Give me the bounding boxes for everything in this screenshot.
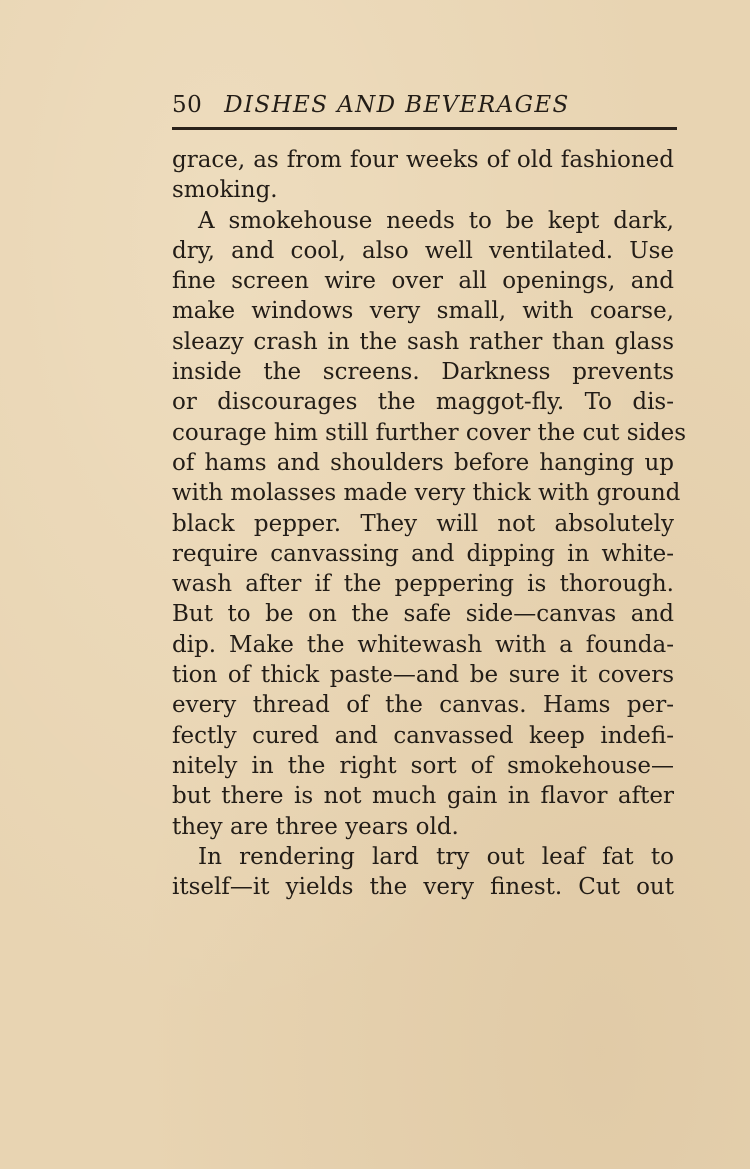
text-line: require canvassing and dipping in white- [172, 540, 674, 567]
header-rule [172, 127, 677, 130]
text-line: tion of thick paste—and be sure it covers [172, 662, 674, 689]
text-line: itself—it yields the very finest. Cut out [172, 874, 674, 901]
text-line: but there is not much gain in flavor after [172, 783, 674, 810]
text-line: nitely in the right sort of smokehouse— [172, 752, 674, 779]
text-line: dry, and cool, also well ventilated. Use [172, 237, 674, 264]
text-line: courage him still further cover the cut sides [172, 419, 687, 446]
text-line: dip. Make the whitewash with a founda- [172, 631, 674, 658]
text-line: of hams and shoulders before hanging up [172, 449, 674, 476]
running-head [172, 92, 677, 122]
text-line: every thread of the canvas. Hams per- [172, 692, 674, 719]
text-line: fine screen wire over all openings, and [172, 268, 674, 295]
text-line: smoking. [172, 177, 278, 204]
text-line: black pepper. They will not absolutely [172, 510, 674, 537]
page-number: 50 [172, 92, 203, 118]
text-line: fectly cured and canvassed keep indefi- [172, 722, 674, 749]
text-line: But to be on the safe side—canvas and [172, 601, 674, 628]
text-line: with molasses made very thick with ground [172, 480, 681, 507]
body-text [172, 145, 687, 902]
text-line: A smokehouse needs to be kept dark, [198, 207, 674, 234]
text-line: grace, as from four weeks of old fashioned [172, 147, 674, 173]
text-line: inside the screens. Darkness prevents [172, 359, 674, 386]
text-line: make windows very small, with coarse, [172, 298, 674, 325]
text-line: or discourages the maggot-fly. To dis- [172, 389, 674, 416]
text-line: they are three years old. [172, 813, 459, 840]
running-title: DISHES AND BEVERAGES [224, 92, 570, 118]
text-line: wash after if the peppering is thorough. [172, 571, 674, 598]
text-line: In rendering lard try out leaf fat to [198, 843, 674, 870]
text-line: sleazy crash in the sash rather than glass [172, 328, 674, 355]
